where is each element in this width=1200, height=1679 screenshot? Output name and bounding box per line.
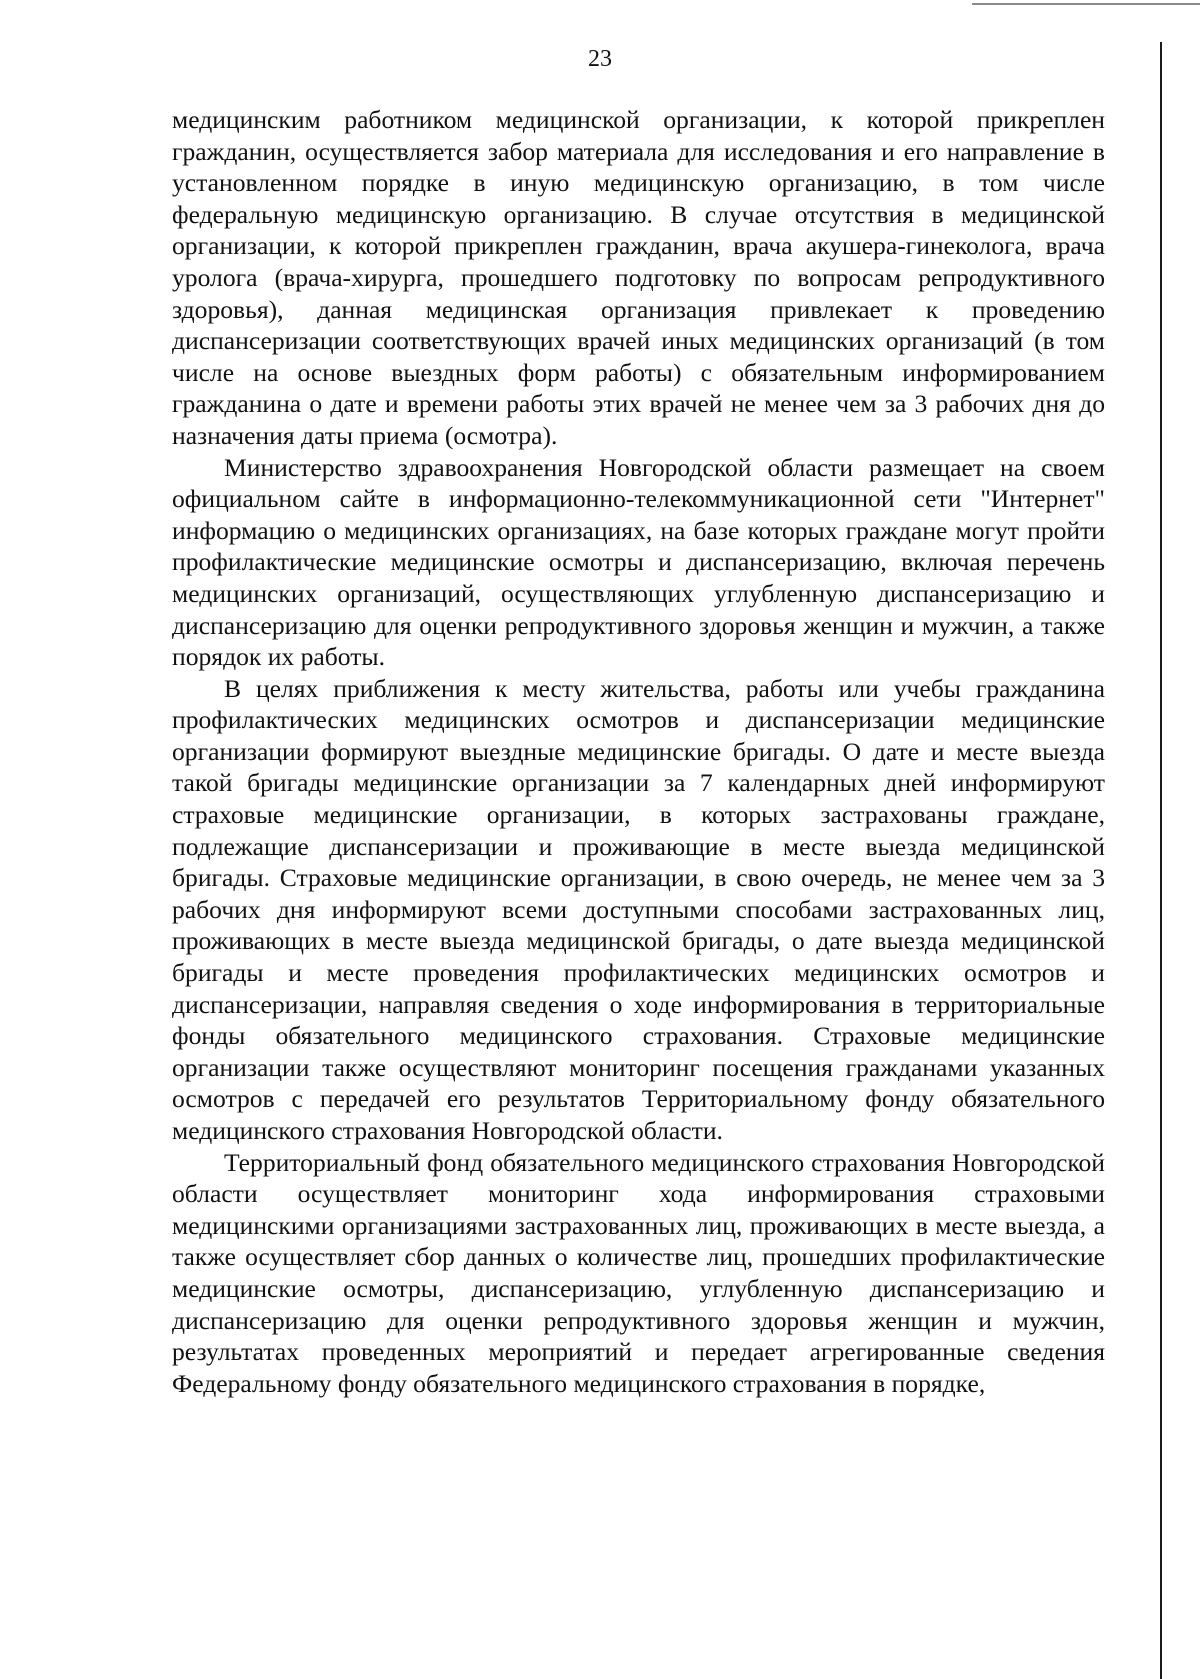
top-edge-rule bbox=[972, 3, 1200, 5]
document-body bbox=[172, 104, 1105, 1399]
paragraph-ministry-website: Министерство здравоохранения Новгородской области размещает на своем официальном сайте в информационно-телекоммуникационной сети "Интернет" информацию о медицинских организациях, на базе которых граждане могут пройти профилактические медицинские осмотры и диспансеризацию, включая перечень медицинских организаций, осуществляющих углубленную диспансеризацию и диспансеризацию для оценки репродуктивного здоровья женщин и мужчин, а также порядок их работы. bbox=[172, 452, 1105, 672]
paragraph-mobile-brigades: В целях приближения к месту жительства, работы или учебы гражданина профилактических медицинских осмотров и диспансеризации медицинские организации формируют выездные медицинские бригады. О дате и месте выезда такой бригады медицинские организации за 7 календарных дней информируют страховые медицинские организации, в которых застрахованы граждане, подлежащие диспансеризации и проживающие в месте выезда медицинской бригады. Страховые медицинские организации, в свою очередь, не менее чем за 3 рабочих дня информируют всеми доступными способами застрахованных лиц, проживающих в месте выезда медицинской бригады, о дате выезда медицинской бригады и месте проведения профилактических медицинских осмотров и диспансеризации, направляя сведения о ходе информирования в территориальные фонды обязательного медицинского страхования. Страховые медицинские организации также осуществляют мониторинг посещения гражданами указанных осмотров с передачей его результатов Территориальному фонду обязательного медицинского страхования Новгородской области. bbox=[172, 673, 1105, 1145]
page-number: 23 bbox=[588, 46, 612, 72]
paragraph-continuation: медицинским работником медицинской организации, к которой прикреплен гражданин, осуществляется забор материала для исследования и его направление в установленном порядке в иную медицинскую организацию, в том числе федеральную медицинскую организацию. В случае отсутствия в медицинской организации, к которой прикреплен гражданин, врача акушера-гинеколога, врача уролога (врача-хирурга, прошедшего подготовку по вопросам репродуктивного здоровья), данная медицинская организация привлекает к проведению диспансеризации соответствующих врачей иных медицинских организаций (в том числе на основе выездных форм работы) с обязательным информированием гражданина о дате и времени работы этих врачей не менее чем за 3 рабочих дня до назначения даты приема (осмотра). bbox=[172, 105, 1105, 450]
right-margin-line bbox=[1160, 42, 1162, 1679]
paragraph-territorial-fund: Территориальный фонд обязательного медицинского страхования Новгородской области осуществляет мониторинг хода информирования страховыми медицинскими организациями застрахованных лиц, проживающих в месте выезда, а также осуществляет сбор данных о количестве лиц, прошедших профилактические медицинские осмотры, диспансеризацию, углубленную диспансеризацию и диспансеризацию для оценки репродуктивного здоровья женщин и мужчин, результатах проведенных мероприятий и передает агрегированные сведения Федеральному фонду обязательного медицинского страхования в порядке, bbox=[172, 1147, 1105, 1398]
